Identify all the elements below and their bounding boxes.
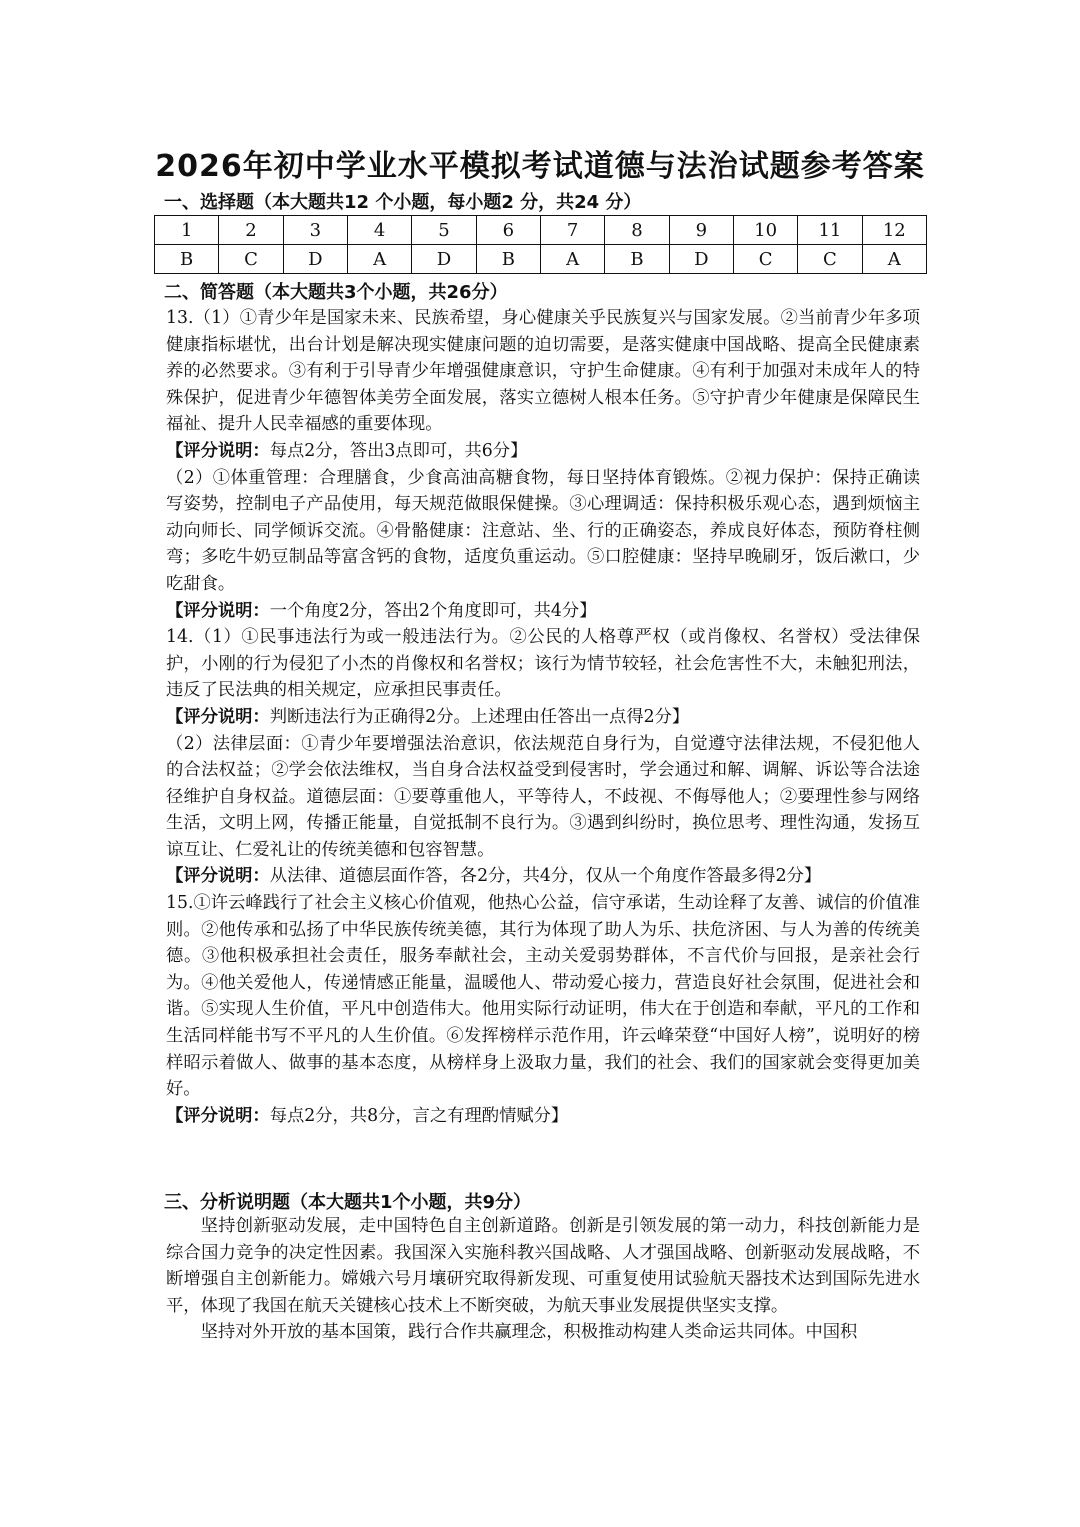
answer-letter: A [540,245,604,274]
scoring-note [166,704,920,731]
answer-letter: C [219,245,283,274]
scoring-note-text: 判断违法行为正确得2分。上述理由任答出一点得2分】 [269,706,690,727]
question-number: 3 [283,216,347,245]
section-2-body [166,305,920,1129]
scoring-note [166,598,920,625]
answer-letter: C [798,245,862,274]
scoring-note-label: 【评分说明： [166,706,270,727]
answer-table-answer-row [155,245,927,274]
analysis-paragraph: 坚持对外开放的基本国策，践行合作共赢理念，积极推动构建人类命运共同体。中国积 [200,1322,858,1343]
scoring-note-label: 【评分说明： [166,440,270,461]
question-number: 2 [219,216,283,245]
question-number: 9 [669,216,733,245]
section-1-heading: 一、选择题（本大题共12 个小题，每小题2 分，共24 分） [164,192,642,213]
question-number: 4 [347,216,411,245]
scoring-note [166,863,920,890]
answer-letter: A [347,245,411,274]
page-title: 2026年初中学业水平模拟考试道德与法治试题参考答案 [155,149,925,184]
scoring-note [166,1103,920,1130]
answer-letter: B [155,245,219,274]
answer-14-2: （2）法律层面：①青少年要增强法治意识，依法规范自身行为，自觉遵守法律法规，不侵犯他人的合法权益；②学会依法维权，当自身合法权益受到侵害时，学会通过和解、调解、诉讼等合法途径维护自身权益。道德层面：①要尊重他人，平等待人，不歧视、不侮辱他人；②要理性参与网络生活，文明上网，传播正能量，自觉抵制不良行为。③遇到纠纷时，换位思考、理性沟通，发扬互谅互让、仁爱礼让的传统美德和包容智慧。 [166,733,920,860]
question-number: 7 [540,216,604,245]
scoring-note-text: 每点2分，共8分，言之有理酌情赋分】 [269,1105,569,1126]
answer-letter: B [605,245,669,274]
section-2-heading: 二、简答题（本大题共3个小题，共26分） [164,282,508,303]
scoring-note-label: 【评分说明： [166,600,270,621]
answer-13-1: 13.（1）①青少年是国家未来、民族希望，身心健康关乎民族复兴与国家发展。②当前青少年多项健康指标堪忧，出台计划是解决现实健康问题的迫切需要，是落实健康中国战略、提高全民健康素养的必然要求。③有利于引导青少年增强健康意识，守护生命健康。④有利于加强对未成年人的特殊保护，促进青少年德智体美劳全面发展，落实立德树人根本任务。⑤守护青少年健康是保障民生福祉、提升人民幸福感的重要体现。 [166,308,920,435]
scoring-note-text: 从法律、道德层面作答，各2分，共4分，仅从一个角度作答最多得2分】 [269,866,822,887]
question-number: 10 [733,216,797,245]
question-number: 6 [476,216,540,245]
scoring-note [166,438,920,465]
answer-letter: A [862,245,926,274]
question-number: 8 [605,216,669,245]
scoring-note-label: 【评分说明： [166,1105,270,1126]
answer-letter: D [283,245,347,274]
answer-letter: D [669,245,733,274]
question-number: 12 [862,216,926,245]
scoring-note-text: 每点2分，答出3点即可，共6分】 [269,440,528,461]
question-number: 11 [798,216,862,245]
question-number: 5 [412,216,476,245]
section-3-heading: 三、分析说明题（本大题共1个小题，共9分） [164,1192,532,1213]
answer-letter: B [476,245,540,274]
answer-letter: C [733,245,797,274]
answer-15: 15.①许云峰践行了社会主义核心价值观，他热心公益，信守承诺，生动诠释了友善、诚信的价值准则。②他传承和弘扬了中华民族传统美德，其行为体现了助人为乐、扶危济困、与人为善的传统美德。③他积极承担社会责任，服务奉献社会，主动关爱弱势群体，不言代价与回报，是亲社会行为。④他关爱他人，传递情感正能量，温暖他人、带动爱心接力，营造良好社会氛围，促进社会和谐。⑤实现人生价值，平凡中创造伟大。他用实际行动证明，伟大在于创造和奉献，平凡的工作和生活同样能书写不平凡的人生价值。⑥发挥榜样示范作用，许云峰荣登“中国好人榜”，说明好的榜样昭示着做人、做事的基本态度，从榜样身上汲取力量，我们的社会、我们的国家就会变得更加美好。 [166,893,920,1100]
question-number: 1 [155,216,219,245]
answer-13-2: （2）①体重管理：合理膳食，少食高油高糖食物，每日坚持体育锻炼。②视力保护：保持正确读写姿势，控制电子产品使用，每天规范做眼保健操。③心理调适：保持积极乐观心态，遇到烦恼主动向师长、同学倾诉交流。④骨骼健康：注意站、坐、行的正确姿态，养成良好体态，预防脊柱侧弯；多吃牛奶豆制品等富含钙的食物，适度负重运动。⑤口腔健康：坚持早晚刷牙，饭后漱口，少吃甜食。 [166,467,920,594]
answer-14-1: 14.（1）①民事违法行为或一般违法行为。②公民的人格尊严权（或肖像权、名誉权）受法律保护，小刚的行为侵犯了小杰的肖像权和名誉权；该行为情节较轻，社会危害性不大，未触犯刑法，违反了民法典的相关规定，应承担民事责任。 [166,627,920,701]
analysis-paragraph: 坚持创新驱动发展，走中国特色自主创新道路。创新是引领发展的第一动力，科技创新能力是综合国力竞争的决定性因素。我国深入实施科教兴国战略、人才强国战略、创新驱动发展战略，不断增强自主创新能力。嫦娥六号月壤研究取得新发现、可重复使用试验航天器技术达到国际先进水平，体现了我国在航天关键核心技术上不断突破，为航天事业发展提供坚实支撑。 [166,1216,920,1316]
answer-letter: D [412,245,476,274]
scoring-note-text: 一个角度2分，答出2个角度即可，共4分】 [269,600,597,621]
answer-table [154,215,927,274]
answer-table-number-row [155,216,927,245]
scoring-note-label: 【评分说明： [166,866,270,887]
section-3-body [166,1213,920,1346]
